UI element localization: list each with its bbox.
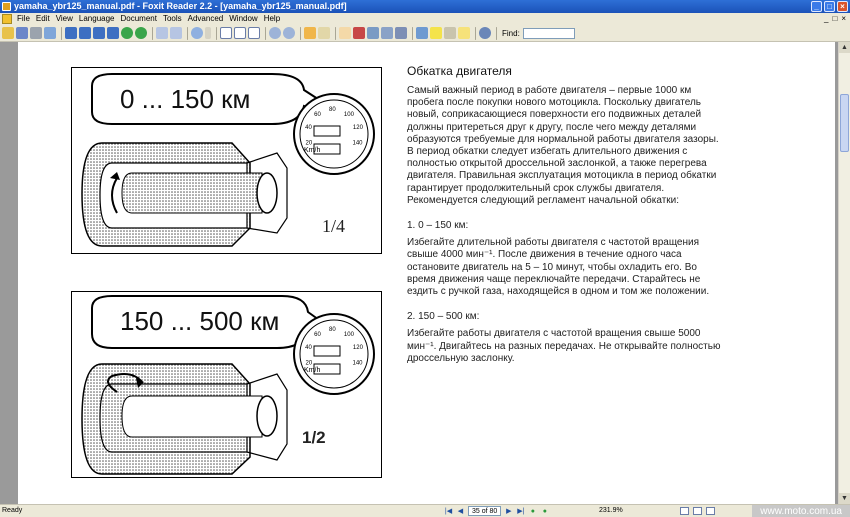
last-page-button[interactable]: ▶| [517, 507, 525, 515]
speedometer-tick-label: 80 [329, 107, 336, 113]
first-page-icon[interactable] [65, 27, 77, 39]
speedometer-tick-label: 60 [314, 111, 321, 118]
step-2-text: Избегайте работы двигателя с частотой вращения свыше 5000 мин⁻¹. Двигайтесь на разных передачах. Не открывайте полностью дроссельную заслонку. [407, 328, 721, 364]
menu-document[interactable]: Document [120, 14, 157, 23]
menu-file[interactable]: File [17, 14, 30, 23]
speedometer-icon [294, 94, 374, 174]
scroll-down-icon[interactable]: ▼ [839, 493, 850, 504]
watermark-site: www.moto.com.ua [752, 505, 850, 517]
snapshot-icon[interactable] [318, 27, 330, 39]
menu-help[interactable]: Help [263, 14, 281, 23]
pdf-page [18, 42, 835, 504]
menu-edit[interactable]: Edit [35, 14, 50, 23]
toolbar-separator [187, 27, 188, 40]
speedometer-tick-label: 100 [343, 331, 354, 338]
zoom-out-icon[interactable] [269, 27, 281, 39]
toolbar-separator [265, 27, 266, 40]
title-bar [0, 0, 850, 13]
step-2-heading: 2. 150 – 500 км: [407, 311, 480, 323]
fit-width-icon[interactable] [170, 27, 182, 39]
typewriter-icon[interactable] [353, 27, 365, 39]
forward-button[interactable]: ● [542, 507, 547, 515]
doc-restore-button[interactable]: □ [832, 14, 838, 23]
vertical-scrollbar[interactable] [838, 42, 850, 504]
forward-icon[interactable] [135, 27, 147, 39]
figure-break-in-stage-2 [71, 291, 382, 478]
scroll-thumb[interactable] [840, 94, 849, 152]
menu-language[interactable]: Language [78, 14, 115, 23]
speedometer-tick-label: 120 [352, 124, 363, 131]
menu-window[interactable]: Window [229, 14, 258, 23]
next-page-button[interactable]: ▶ [506, 507, 512, 515]
speedometer-tick-label: 20 [305, 360, 313, 367]
find-label: Find: [502, 28, 520, 38]
last-page-icon[interactable] [107, 27, 119, 39]
toolbar-separator [300, 27, 301, 40]
form-icon[interactable] [381, 27, 393, 39]
single-page-icon[interactable] [220, 27, 232, 39]
toolbar-separator [61, 27, 62, 40]
menu-view[interactable]: View [55, 14, 73, 23]
throttle-fraction: 1/4 [322, 216, 346, 236]
speedometer-tick-label: 80 [329, 327, 336, 333]
intro-paragraph: Самый важный период в работе двигателя – первые 1000 км пробега после покупки нового мотоцикла. Поскольку двигатель новый, соприкасающиеся поверхности его подвижных деталей должны притереться друг к другу, после чего между деталями образуются требуемые для нормальной работы двигателя зазоры. В период обкатки следует избегать длительного движения с полностью открытой дроссельной заслонкой, а также перегрева двигателя. Правильная эксплуатация мотоцикла в период обкатки гарантирует продолжительный срок службы двигателя. Рекомендуется следующий регламент начальной обкатки: [407, 85, 719, 206]
first-page-button[interactable]: |◀ [444, 507, 453, 515]
speedometer-tick-label: 100 [343, 111, 354, 118]
image-icon[interactable] [367, 27, 379, 39]
hand-tool-icon[interactable] [339, 27, 351, 39]
menu-advanced[interactable]: Advanced [187, 14, 224, 23]
scroll-up-icon[interactable]: ▲ [839, 42, 850, 53]
speedometer-unit: Km/h [304, 147, 321, 154]
prev-page-button[interactable]: ◀ [457, 507, 464, 515]
bubble-distance: 0 ... 150 км [120, 84, 251, 114]
maximize-button[interactable]: □ [824, 1, 835, 12]
toolbar-separator [496, 27, 497, 40]
speedometer-tick-label: 40 [305, 344, 312, 351]
prev-page-icon[interactable] [79, 27, 91, 39]
single-page-view-icon[interactable] [680, 507, 689, 515]
toolbar-separator [475, 27, 476, 40]
facing-page-icon[interactable] [248, 27, 260, 39]
speedometer-icon [294, 314, 374, 394]
facing-view-icon[interactable] [706, 507, 715, 515]
zoom-in-icon[interactable] [283, 27, 295, 39]
step-1-text: Избегайте длительной работы двигателя с частотой вращения свыше 4000 мин⁻¹. После движения в течение одного часа остановите двигатель на 5 – 10 минут, чтобы охладить его. Во время движения чаще переключайте передачи. Старайтесь не ездить с ручкой газа, находящейся в одном и том же положении. [407, 237, 710, 298]
note-icon[interactable] [416, 27, 428, 39]
speedometer-tick-label: 40 [305, 124, 312, 131]
back-icon[interactable] [121, 27, 133, 39]
comment-icon[interactable] [458, 27, 470, 39]
text-select-icon[interactable] [304, 27, 316, 39]
back-button[interactable]: ● [530, 507, 535, 515]
page-indicator[interactable]: 35 of 80 [468, 506, 501, 516]
manual-text [407, 64, 723, 365]
close-button[interactable]: × [837, 1, 848, 12]
typewriter-text-icon[interactable] [444, 27, 456, 39]
window-title: yamaha_ybr125_manual.pdf - Foxit Reader 2.2 - [yamaha_ybr125_manual.pdf] [14, 1, 347, 11]
doc-minimize-button[interactable]: _ [824, 14, 829, 23]
speedometer-tick-label: 20 [305, 140, 313, 147]
highlight-icon[interactable] [430, 27, 442, 39]
toolbar [0, 25, 850, 42]
find-input[interactable] [523, 28, 575, 39]
continuous-page-icon[interactable] [234, 27, 246, 39]
speedometer-tick-label: 140 [352, 140, 363, 147]
open-icon[interactable] [2, 27, 14, 39]
continuous-view-icon[interactable] [693, 507, 702, 515]
step-1-heading: 1. 0 – 150 км: [407, 220, 469, 232]
minimize-button[interactable]: _ [811, 1, 822, 12]
speedometer-unit: Km/h [304, 367, 321, 374]
app-icon [2, 2, 11, 11]
document-area[interactable] [0, 42, 838, 504]
toolbar-separator [335, 27, 336, 40]
text-tool-icon[interactable] [395, 27, 407, 39]
status-ready: Ready [2, 507, 23, 514]
toolbar-separator [216, 27, 217, 40]
speedometer-tick-label: 140 [352, 360, 363, 367]
fit-page-icon[interactable] [156, 27, 168, 39]
print-icon[interactable] [30, 27, 42, 39]
speedometer-tick-label: 120 [352, 344, 363, 351]
status-bar [0, 504, 850, 517]
toolbar-separator [152, 27, 153, 40]
zoom-level[interactable]: 231.9% [599, 507, 623, 514]
save-icon[interactable] [16, 27, 28, 39]
section-heading: Обкатка двигателя [407, 64, 512, 78]
zoom-dropdown-icon[interactable] [205, 27, 211, 39]
doc-close-button[interactable]: × [841, 14, 846, 23]
throttle-fraction: 1/2 [302, 428, 326, 447]
document-icon[interactable] [2, 14, 12, 24]
figure-break-in-stage-1 [71, 67, 382, 254]
next-page-icon[interactable] [93, 27, 105, 39]
properties-icon[interactable] [479, 27, 491, 39]
zoom-icon[interactable] [191, 27, 203, 39]
toolbar-separator [412, 27, 413, 40]
menu-bar [0, 13, 850, 25]
menu-tools[interactable]: Tools [162, 14, 182, 23]
bubble-distance: 150 ... 500 км [120, 306, 280, 336]
email-icon[interactable] [44, 27, 56, 39]
speedometer-tick-label: 60 [314, 331, 321, 338]
